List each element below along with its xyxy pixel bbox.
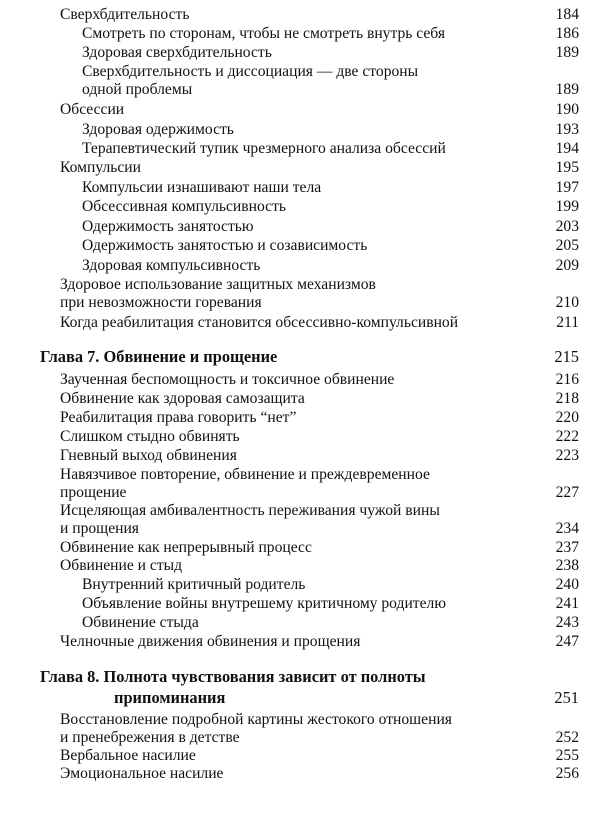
toc-entry-page: 255	[555, 747, 579, 764]
toc-entry-title-line1: Сверхбдительность и диссоциация — две стороны	[82, 63, 419, 80]
toc-entry[interactable]	[60, 502, 579, 539]
toc-entry-page: 247	[555, 633, 579, 650]
toc-entry-title: Гневный выход обвинения	[60, 447, 237, 464]
toc-entry-page: 216	[555, 371, 579, 388]
toc-entry-title: Эмоциональное насилие	[60, 765, 224, 782]
toc-entry-page: 193	[555, 121, 579, 138]
toc-entry[interactable]	[60, 276, 579, 313]
toc-entry-title: Обвинение как здоровая самозащита	[60, 390, 305, 407]
chapter-title: Глава 7. Обвинение и прощение	[40, 347, 278, 366]
toc-entry-title: Слишком стыдно обвинять	[60, 428, 240, 445]
toc-entry-page: 237	[555, 539, 579, 556]
toc-entry-page: 195	[555, 159, 579, 176]
toc-entry-page: 194	[555, 140, 579, 157]
chapter-page: 251	[554, 688, 579, 707]
toc-entry-page: 211	[556, 314, 579, 331]
toc-entry-page: 238	[555, 557, 579, 574]
toc-entry-page: 218	[555, 390, 579, 407]
toc-entry-title: Внутренний критичный родитель	[82, 576, 306, 593]
toc-entry-title: Здоровая компульсивность	[82, 257, 261, 274]
toc-entry[interactable]	[82, 63, 579, 100]
toc-entry-title-line1: Исцеляющая амбивалентность переживания чужой вины	[60, 502, 440, 519]
toc-entry-title: Обсессивная компульсивность	[82, 198, 287, 215]
toc-entry-title: Сверхбдительность	[60, 6, 190, 23]
toc-entry-page: 223	[555, 447, 579, 464]
toc-entry-title-line2: и пренебрежения в детстве	[60, 729, 240, 746]
toc-entry-title: Смотреть по сторонам, чтобы не смотреть внутрь себя	[82, 25, 446, 42]
toc-entry-title-line2: прощение	[60, 484, 127, 501]
toc-entry-page: 197	[555, 179, 579, 196]
toc-entry-page: 234	[555, 520, 579, 537]
toc-entry-title: Компульсии	[60, 159, 141, 176]
toc-entry-page: 189	[555, 44, 579, 61]
toc-entry-title: Терапевтический тупик чрезмерного анализа обсессий	[82, 140, 446, 157]
toc-entry-title: Обвинение стыда	[82, 614, 199, 631]
toc-entry-title-line1: Навязчивое повторение, обвинение и преждевременное	[60, 466, 430, 483]
toc-entry-title: Заученная беспомощность и токсичное обвинение	[60, 371, 395, 388]
toc-entry-title: Реабилитация права говорить “нет”	[60, 409, 297, 426]
toc-entry-page: 190	[555, 101, 579, 118]
toc-entry-page: 256	[555, 765, 579, 782]
toc-entry-page: 189	[555, 81, 579, 98]
toc-entry-title: Вербальное насилие	[60, 747, 196, 764]
toc-entry-page: 220	[555, 409, 579, 426]
toc-entry-title: Одержимость занятостью	[82, 218, 254, 235]
chapter-title-line2: припоминания	[114, 688, 226, 707]
toc-entry-title-line2: и прощения	[60, 520, 139, 537]
toc-entry-page: 199	[555, 198, 579, 215]
toc-entry-page: 240	[555, 576, 579, 593]
chapter-8-heading[interactable]	[40, 668, 579, 708]
toc-entry-page: 222	[555, 428, 579, 445]
toc-entry-title: Здоровая сверхбдительность	[82, 44, 272, 61]
toc-entry-page: 203	[555, 218, 579, 235]
toc-entry-page: 205	[555, 237, 579, 254]
toc-entry-title: Объявление войны внутрешему критичному родителю	[82, 595, 446, 612]
toc-entry-page: 243	[555, 614, 579, 631]
toc-entry-title: Челночные движения обвинения и прощения	[60, 633, 361, 650]
toc-entry-page: 241	[555, 595, 579, 612]
toc-entry[interactable]	[60, 466, 579, 503]
toc-entry[interactable]	[60, 711, 579, 748]
chapter-title-line1: Глава 8. Полнота чувствования зависит от полноты	[40, 667, 426, 686]
toc-entry-page: 227	[555, 484, 579, 501]
chapter-page: 215	[554, 347, 579, 366]
toc-entry-title: Обвинение как непрерывный процесс	[60, 539, 312, 556]
toc-entry-title: Обсессии	[60, 101, 125, 118]
toc-entry-page: 209	[555, 257, 579, 274]
toc-entry-page: 210	[555, 294, 579, 311]
toc-entry-title-line2: одной проблемы	[82, 81, 193, 98]
toc-entry-title: Одержимость занятостью и созависимость	[82, 237, 368, 254]
toc-entry-title: Здоровая одержимость	[82, 121, 234, 138]
toc-entry-title: Обвинение и стыд	[60, 557, 183, 574]
toc-entry-page: 184	[555, 6, 579, 23]
toc-entry-title-line1: Восстановление подробной картины жестокого отношения	[60, 711, 452, 728]
toc-entry-page: 186	[555, 25, 579, 42]
toc-entry-title: Когда реабилитация становится обсессивно-компульсивной	[60, 314, 459, 331]
toc-entry-title-line2: при невозможности горевания	[60, 294, 262, 311]
toc-entry-page: 252	[555, 729, 579, 746]
toc-entry-title: Компульсии изнашивают наши тела	[82, 179, 322, 196]
toc-entry-title-line1: Здоровое использование защитных механизмов	[60, 276, 376, 293]
